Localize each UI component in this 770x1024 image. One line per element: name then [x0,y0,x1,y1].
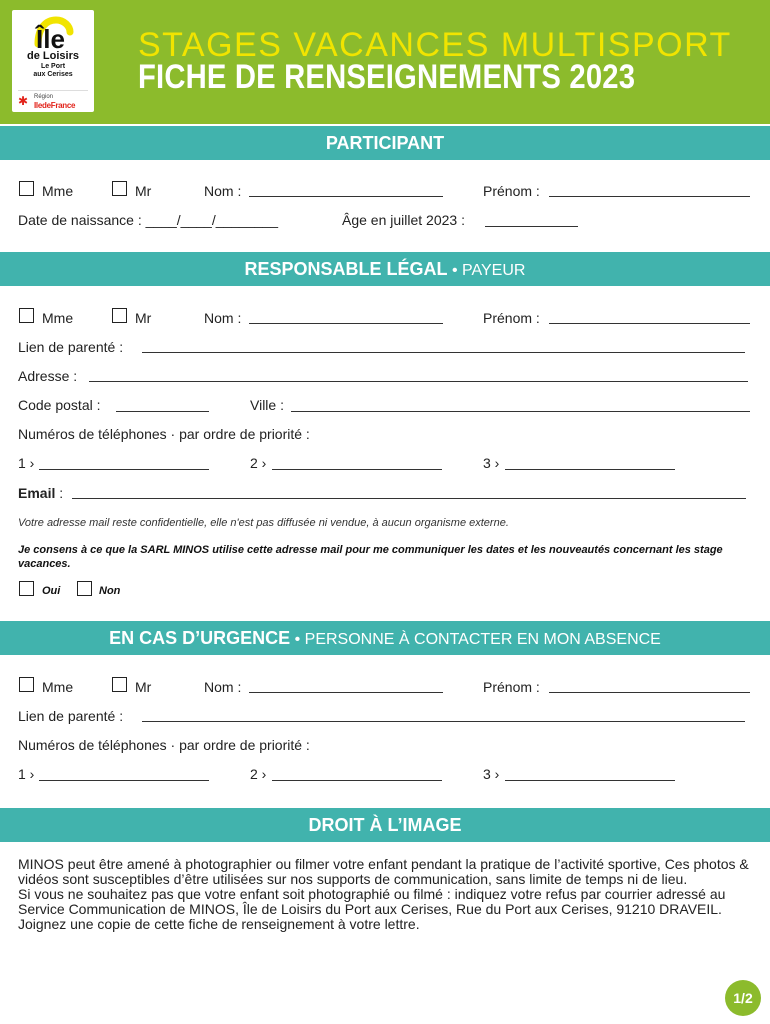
participant-mme-checkbox[interactable] [19,181,34,196]
region-star-icon: ✱ [18,94,29,108]
responsable-mr-label: Mr [135,310,152,326]
responsable-nom-label: Nom : [204,310,242,326]
urgence-tel3-field[interactable] [505,780,675,781]
email-privacy-note: Votre adresse mail reste confidentielle, elle n'est pas diffusée ni vendue, à aucun organisme externe. [18,517,509,529]
urgence-mr-label: Mr [135,679,152,695]
responsable-nom-field[interactable] [249,323,443,324]
responsable-tel1-field[interactable] [39,469,209,470]
responsable-ville-label: Ville : [250,397,284,413]
participant-nom-label: Nom : [204,183,242,199]
responsable-mr-checkbox[interactable] [112,308,127,323]
consent-oui-label: Oui [42,585,61,597]
participant-nom-field[interactable] [249,196,443,197]
logo-line2: Le Port aux Cerises [33,63,73,78]
responsable-prenom-field[interactable] [549,323,750,324]
responsable-tel3-label: 3 › [483,455,500,471]
responsable-lien-field[interactable] [142,352,745,353]
participant-prenom-label: Prénom : [483,183,540,199]
responsable-tel-label: Numéros de téléphones · par ordre de priorité : [18,426,310,442]
participant-prenom-field[interactable] [549,196,750,197]
urgence-tel2-label: 2 › [250,766,267,782]
participant-mme-label: Mme [42,183,74,199]
responsable-tel2-label: 2 › [250,455,267,471]
urgence-tel-label: Numéros de téléphones · par ordre de priorité : [18,737,310,753]
participant-mr-label: Mr [135,183,152,199]
responsable-adresse-field[interactable] [89,381,748,382]
urgence-tel1-label: 1 › [18,766,35,782]
responsable-cp-label: Code postal : [18,397,101,413]
responsable-prenom-label: Prénom : [483,310,540,326]
section-droit-image: DROIT À L’IMAGE [0,808,770,842]
responsable-lien-label: Lien de parenté : [18,339,124,355]
responsable-mme-label: Mme [42,310,74,326]
urgence-tel2-field[interactable] [272,780,442,781]
urgence-nom-label: Nom : [204,679,242,695]
urgence-tel1-field[interactable] [39,780,209,781]
responsable-email-label: Email : [18,485,64,501]
urgence-prenom-label: Prénom : [483,679,540,695]
droit-image-text [18,857,758,932]
consent-non-checkbox[interactable] [77,581,92,596]
participant-birth-label[interactable]: Date de naissance : ____/____/________ [18,212,278,228]
urgence-mr-checkbox[interactable] [112,677,127,692]
responsable-ville-field[interactable] [291,411,750,412]
urgence-tel3-label: 3 › [483,766,500,782]
droit-image-paragraph-2: Si vous ne souhaitez pas que votre enfant soit photographié ou filmé : indiquez votre refus par courrier adressé au Service Communication de MINOS, Île de Loisirs du Port aux Cerises, Rue du Port aux Cerises, 91210 DRAVEIL. Joignez une copie de cette fiche de renseignement à votre lettre. [18,886,726,932]
logo-line1: de Loisirs [27,50,79,62]
responsable-tel2-field[interactable] [272,469,442,470]
page-number-badge: 1/2 [725,980,761,1016]
responsable-tel3-field[interactable] [505,469,675,470]
urgence-lien-label: Lien de parenté : [18,708,124,724]
participant-age-field[interactable] [485,226,578,227]
responsable-mme-checkbox[interactable] [19,308,34,323]
participant-mr-checkbox[interactable] [112,181,127,196]
participant-age-label: Âge en juillet 2023 : [342,212,465,228]
consent-non-label: Non [99,585,121,597]
ile-logo-icon [32,14,74,52]
consent-oui-checkbox[interactable] [19,581,34,596]
section-urgence: EN CAS D’URGENCE • PERSONNE À CONTACTER EN MON ABSENCE [0,621,770,655]
logo-divider [18,90,88,91]
header-title-line2: FICHE DE RENSEIGNEMENTS 2023 [138,58,636,96]
responsable-tel1-label: 1 › [18,455,35,471]
ile-de-loisirs-logo [12,10,94,112]
section-responsable: RESPONSABLE LÉGAL • PAYEUR [0,252,770,286]
header-title-line1: STAGES VACANCES MULTISPORT [138,26,732,64]
region-name: IledeFrance [34,101,76,110]
urgence-mme-checkbox[interactable] [19,677,34,692]
region-logo [18,94,92,110]
svg-text:Île: Île [36,24,65,52]
region-small-label: Région [34,94,54,100]
responsable-adresse-label: Adresse : [18,368,78,384]
droit-image-paragraph-1: MINOS peut être amené à photographier ou filmer votre enfant pendant la pratique de l’activité sportive, Ces photos & vidéos sont susceptibles d’être utilisées sur nos supports de communication, sans limite de temps ni de lieu. [18,856,749,887]
urgence-nom-field[interactable] [249,692,443,693]
header-banner [0,0,770,124]
urgence-lien-field[interactable] [142,721,745,722]
responsable-email-field[interactable] [72,498,746,499]
urgence-prenom-field[interactable] [549,692,750,693]
email-consent-text: Je consens à ce que la SARL MINOS utilise cette adresse mail pour me communiquer les dates et les nouveautés concernant les stage vacances. [18,544,723,570]
urgence-mme-label: Mme [42,679,74,695]
section-participant: PARTICIPANT [0,126,770,160]
responsable-cp-field[interactable] [116,411,209,412]
